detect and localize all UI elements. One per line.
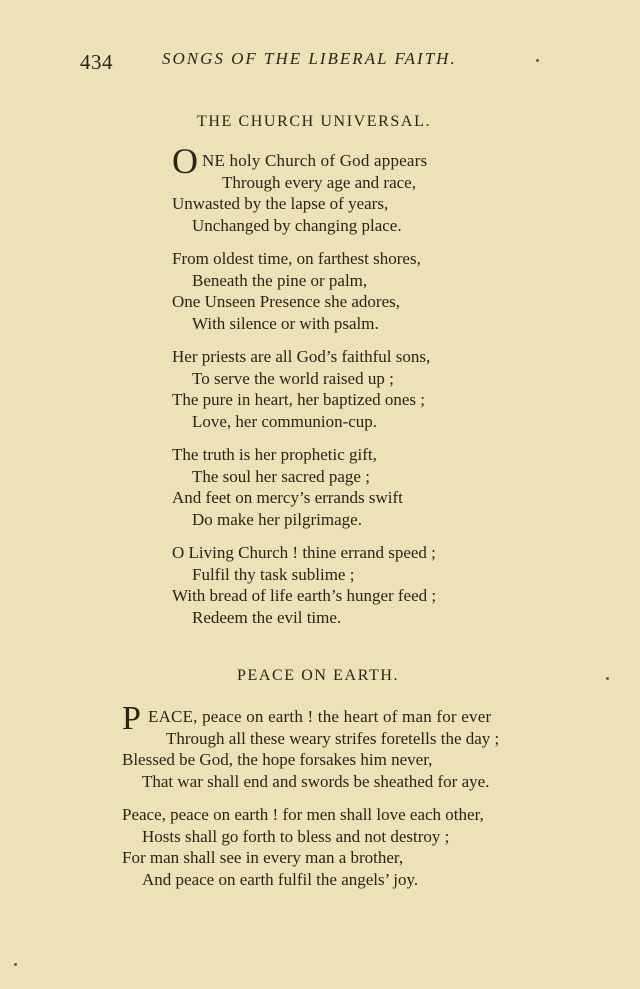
paper-speck xyxy=(606,677,609,680)
poem-line: O Living Church ! thine errand speed ; xyxy=(172,543,436,562)
paper-speck xyxy=(536,59,539,62)
paper-speck xyxy=(14,963,17,966)
poem-line: Hosts shall go forth to bless and not destroy ; xyxy=(142,826,450,846)
poem-line: The soul her sacred page ; xyxy=(192,466,370,486)
stanza xyxy=(122,700,500,793)
drop-cap: O xyxy=(172,141,198,181)
poem-line: The truth is her prophetic gift, xyxy=(172,445,377,464)
poem-line: Beneath the pine or palm, xyxy=(192,270,368,290)
poem-line: P EACE, peace on earth ! the heart of man for ever xyxy=(122,700,492,737)
poem-line: Her priests are all God’s faithful sons, xyxy=(172,347,431,366)
poem-line: Love, her communion-cup. xyxy=(192,412,378,432)
poem-title: THE CHURCH UNIVERSAL. xyxy=(197,113,432,130)
poem-line: One Unseen Presence she adores, xyxy=(172,292,400,312)
poem-line: That war shall end and swords be sheathed for aye. xyxy=(142,772,490,792)
poem-title: PEACE ON EARTH. xyxy=(237,667,400,684)
poem-line: For man shall see in every man a brother, xyxy=(122,848,404,868)
poem-line: O NE holy Church of God appears xyxy=(172,141,428,181)
poem-line: Do make her pilgrimage. xyxy=(192,510,362,530)
poem-line: Peace, peace on earth ! for men shall love each other, xyxy=(122,805,484,824)
poem-line: From oldest time, on farthest shores, xyxy=(172,249,421,268)
stanza xyxy=(172,248,421,335)
poem-line: To serve the world raised up ; xyxy=(192,368,394,388)
page-header xyxy=(0,46,640,76)
poem-line: The pure in heart, her baptized ones ; xyxy=(172,390,426,410)
poem-line: And peace on earth fulfil the angels’ joy. xyxy=(142,870,419,890)
stanza xyxy=(172,346,430,433)
page-number: 434 xyxy=(80,50,113,74)
poem-line: And feet on mercy’s errands swift xyxy=(172,488,403,508)
poem-line: Through all these weary strifes foretells the day ; xyxy=(166,728,500,748)
drop-cap: P xyxy=(122,700,141,737)
poem-line: Blessed be God, the hope forsakes him never, xyxy=(122,750,433,770)
poem-line: With silence or with psalm. xyxy=(192,314,379,334)
stanza xyxy=(172,141,428,237)
poem-line: Unwasted by the lapse of years, xyxy=(172,194,389,214)
running-title: SONGS OF THE LIBERAL FAITH. xyxy=(162,49,457,68)
stanza xyxy=(122,804,484,891)
poem-line: Fulfil thy task sublime ; xyxy=(192,564,355,584)
poem-line: Unchanged by changing place. xyxy=(192,216,402,236)
stanza xyxy=(172,444,403,531)
poem-line: Through every age and race, xyxy=(222,172,416,192)
stanza xyxy=(172,542,436,629)
poem-line: With bread of life earth’s hunger feed ; xyxy=(172,586,437,606)
poem-line: Redeem the evil time. xyxy=(192,608,342,628)
